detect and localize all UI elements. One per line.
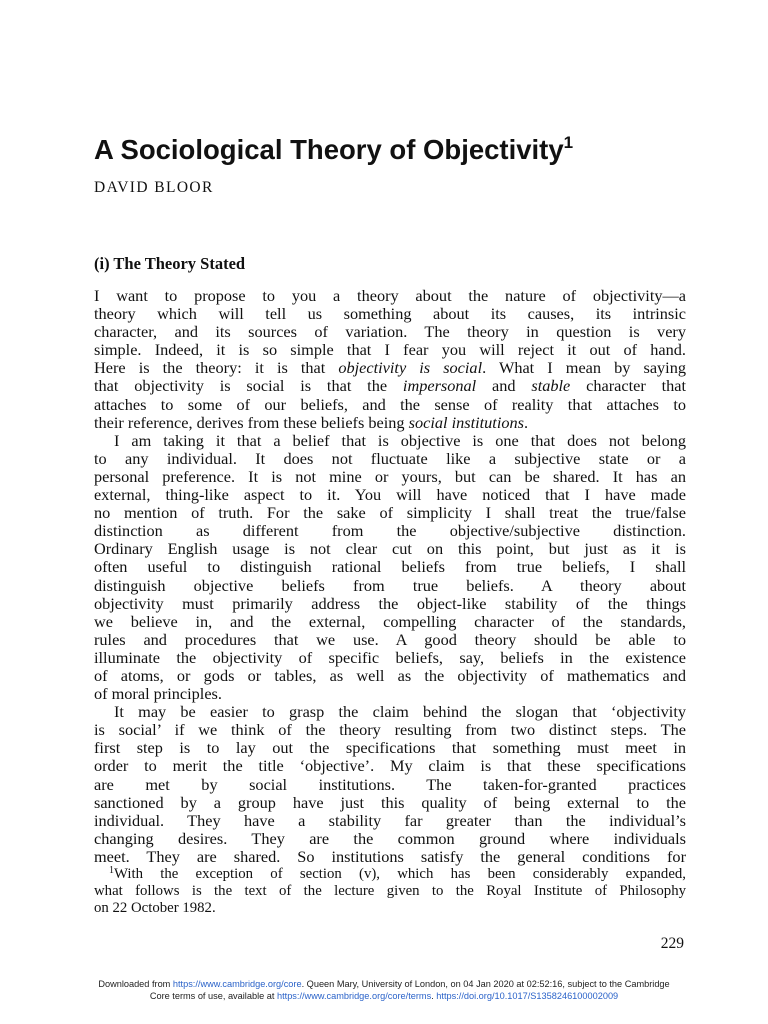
download-notice-line-2: Core terms of use, available at https://www.cambridge.org/core/terms. https://doi.org/10.1017/S1358246100002009 — [149, 991, 619, 1001]
cambridge-core-link[interactable]: https://www.cambridge.org/core — [172, 979, 302, 989]
text-line: distinction as different from the objective/subjective distinction. — [94, 521, 686, 541]
text-line: changing desires. They are the common ground where individuals — [94, 828, 686, 848]
text-line: Ordinary English usage is not clear cut on this point, but just as it is — [94, 539, 686, 559]
page-number: 229 — [660, 935, 684, 952]
text-line: meet. They are shared. So institutions satisfy the general conditions for — [94, 846, 686, 866]
text-line: is social’ if we think of the theory resulting from two distinct steps. The — [94, 720, 686, 740]
author-name: DAVID BLOOR — [94, 179, 214, 196]
article-title-text: A Sociological Theory of Objectivity — [94, 134, 564, 165]
text-line: rules and procedures that we use. A good theory should be able to — [94, 629, 686, 649]
text-line: their reference, derives from these beliefs being social institutions. — [94, 412, 529, 432]
footnote — [94, 866, 686, 917]
section-heading: (i) The Theory Stated — [94, 254, 246, 273]
text-line: are met by social institutions. The taken-for-granted practices — [94, 774, 686, 794]
terms-link[interactable]: https://www.cambridge.org/core/terms — [276, 991, 432, 1001]
title-footnote-mark[interactable]: 1 — [563, 133, 574, 152]
footnote-line: $^1$With the exception of section (v), which has been considerably expanded, — [109, 865, 686, 882]
text-line: of atoms, or gods or tables, as well as the objectivity of mathematics and — [94, 665, 686, 685]
download-notice — [0, 978, 768, 1002]
text-line: Here is the theory: it is that objectivity is social. What I mean by saying — [94, 358, 686, 378]
body-text — [94, 287, 686, 866]
text-line: personal preference. It is not mine or yours, but can be shared. It has an — [94, 466, 686, 486]
text-line: that objectivity is social is that the impersonal and stable character that — [94, 376, 686, 396]
doi-link[interactable]: https://doi.org/10.1017/S1358246100002009 — [436, 991, 619, 1001]
text-line: It may be easier to grasp the claim behind the slogan that ‘objectivity — [114, 702, 686, 722]
italic-emphasis: impersonal — [402, 376, 477, 396]
text-line: attaches to some of our beliefs, and the sense of reality that attaches to — [94, 394, 686, 414]
text-line: I want to propose to you a theory about the nature of objectivity—a — [94, 286, 686, 305]
text-line: we believe in, and the external, compelling character of the standards, — [94, 611, 686, 631]
paragraph — [94, 703, 686, 866]
text-line: character, and its sources of variation. The theory in question is very — [94, 322, 686, 342]
footnote-mark: 1 — [109, 865, 114, 876]
footnote-line: on 22 October 1982. — [94, 900, 216, 916]
text-line: first step is to lay out the specifications that something must meet in — [94, 738, 686, 758]
article-title — [94, 130, 714, 170]
text-line: distinguish objective beliefs from true beliefs. A theory about — [94, 575, 686, 595]
text-line: theory which will tell us something about its causes, its intrinsic — [94, 304, 686, 324]
text-line: simple. Indeed, it is so simple that I fear you will reject it out of hand. — [94, 340, 686, 360]
paragraph — [94, 432, 686, 703]
text-line: objectivity must primarily address the object-like stability of the things — [94, 593, 686, 613]
text-line: external, thing-like aspect to it. You will have noticed that I have made — [94, 485, 686, 505]
text-line: often useful to distinguish rational beliefs from true beliefs, I shall — [94, 557, 686, 577]
text-line: sanctioned by a group have just this quality of being external to the — [94, 792, 686, 812]
italic-emphasis: objectivity is social — [338, 358, 483, 378]
text-line: individual. They have a stability far greater than the individual’s — [94, 810, 686, 830]
text-line: no mention of truth. For the sake of simplicity I shall treat the true/false — [94, 503, 686, 523]
paragraph — [94, 287, 686, 432]
download-notice-line-1: Downloaded from https://www.cambridge.org/core. Queen Mary, University of London, on 04 Jan 2020 at 02:52:16, subject to the Cambridge — [98, 979, 670, 989]
text-line: I am taking it that a belief that is objective is one that does not belong — [114, 430, 686, 450]
text-line: order to merit the title ‘objective’. My claim is that these specifications — [94, 756, 686, 776]
text-line: of moral principles. — [94, 684, 222, 704]
italic-emphasis: stable — [531, 376, 571, 396]
text-line: illuminate the objectivity of specific beliefs, say, beliefs in the existence — [94, 647, 686, 667]
footnote-line: what follows is the text of the lecture given to the Royal Institute of Philosophy — [94, 883, 686, 899]
italic-emphasis: social institutions — [408, 412, 524, 432]
text-line: to any individual. It does not fluctuate like a subjective state or a — [94, 448, 686, 468]
